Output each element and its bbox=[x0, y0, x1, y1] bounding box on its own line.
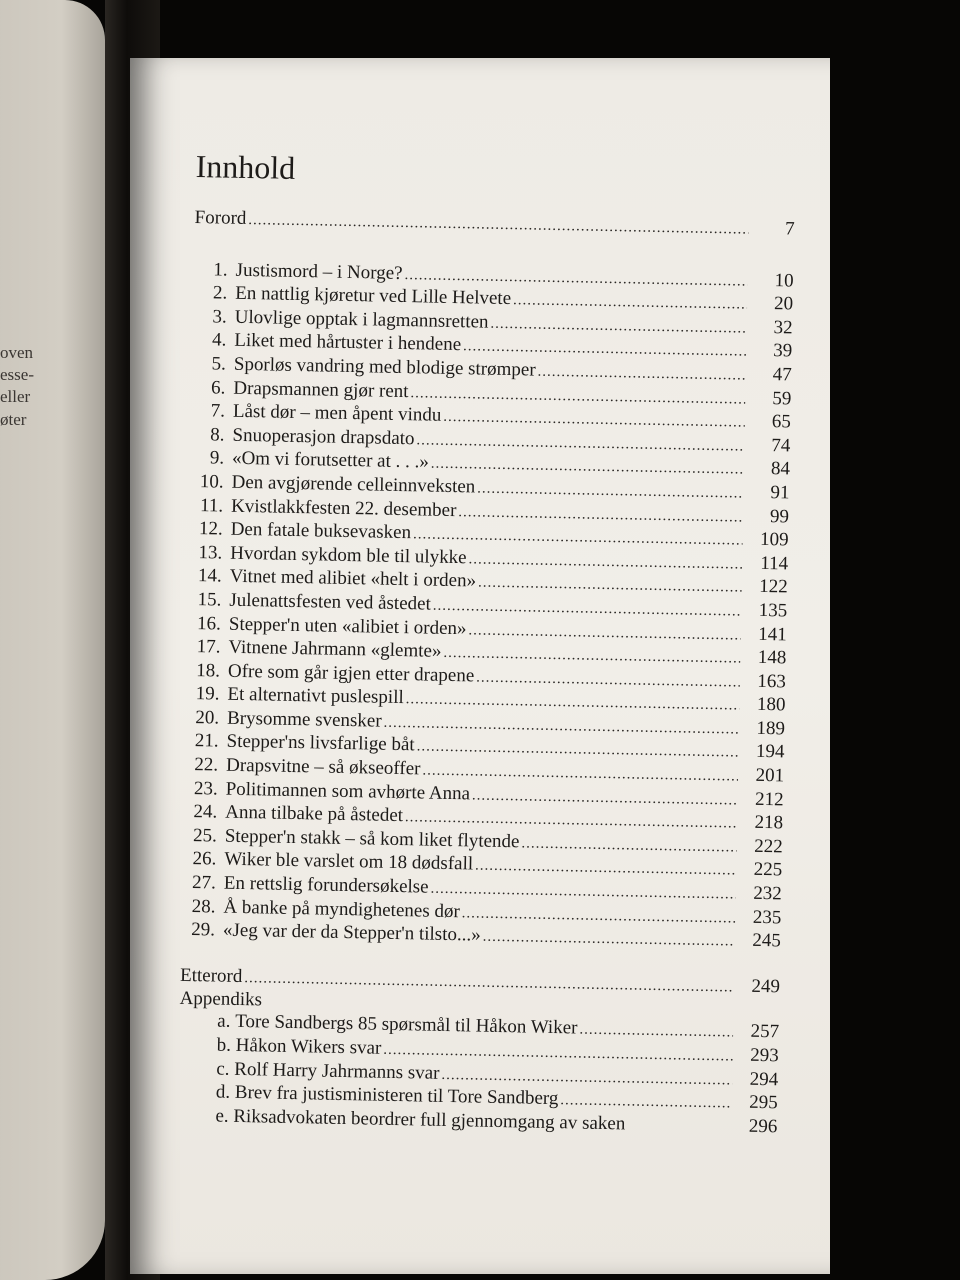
toc-page-number: 47 bbox=[772, 364, 792, 386]
appendix-title: Tore Sandbergs 85 spørsmål til Håkon Wiker bbox=[234, 1011, 578, 1039]
dot-leader bbox=[579, 1019, 733, 1045]
toc-page-number: 180 bbox=[756, 694, 786, 716]
chapter-title: Stepper'n stakk – så kom liket flytende bbox=[224, 825, 520, 853]
chapter-title: En nattlig kjøretur ved Lille Helvete bbox=[235, 282, 512, 310]
toc-page-number: 74 bbox=[771, 434, 791, 457]
toc-page-number: 135 bbox=[758, 599, 788, 622]
toc-page-number: 84 bbox=[770, 458, 791, 480]
chapter-title: Sporløs vandring med blodige strømper bbox=[233, 353, 536, 381]
chapter-title: Den fatale buksevasken bbox=[230, 518, 412, 544]
toc-page-number: 218 bbox=[754, 812, 784, 834]
appendix-list bbox=[177, 1010, 779, 1138]
chapter-number: 21. bbox=[194, 730, 219, 753]
chapter-title: Kvistlakkfesten 22. desember bbox=[230, 495, 457, 521]
chapter-title: Et alternativt puslespill bbox=[227, 683, 404, 709]
book-page bbox=[130, 58, 830, 1274]
toc-page-number: 39 bbox=[773, 340, 793, 362]
chapter-title: Låst dør – men åpent vindu bbox=[232, 400, 442, 426]
toc-page-number: 295 bbox=[749, 1091, 778, 1114]
facing-page-fragment: eller bbox=[0, 387, 31, 406]
toc-page-number: 99 bbox=[769, 505, 790, 527]
toc-page-number: 141 bbox=[758, 623, 787, 645]
chapter-number: 14. bbox=[197, 565, 222, 587]
chapter-number: 2. bbox=[212, 282, 228, 304]
dot-leader bbox=[560, 1089, 732, 1115]
chapter-title: Stepper'n uten «alibiet i orden» bbox=[228, 613, 467, 639]
toc-page-number: 232 bbox=[753, 882, 782, 905]
chapter-number: 11. bbox=[199, 494, 224, 517]
appendix-letter: b. bbox=[216, 1034, 232, 1056]
toc-page-number: 65 bbox=[771, 411, 792, 433]
facing-page-fragment: esse- bbox=[0, 365, 34, 384]
toc-entry-label: Forord bbox=[194, 206, 247, 229]
facing-page-fragment: øter bbox=[0, 410, 27, 429]
appendix-letter: d. bbox=[215, 1081, 231, 1104]
facing-page bbox=[0, 0, 105, 1280]
appendix-heading: Appendiks bbox=[179, 988, 263, 1011]
chapter-title: Stepper'ns livsfarlige båt bbox=[226, 731, 415, 756]
toc-page-number: 148 bbox=[757, 646, 787, 669]
toc-page-number: 163 bbox=[757, 670, 787, 693]
chapter-list bbox=[181, 259, 794, 955]
toc-page-number: 201 bbox=[755, 764, 785, 787]
chapter-title: Å banke på myndighetenes dør bbox=[223, 896, 460, 922]
appendix-title: Håkon Wikers svar bbox=[235, 1034, 382, 1059]
facing-page-fragment: oven bbox=[0, 343, 34, 362]
chapter-number: 10. bbox=[199, 471, 224, 493]
appendix-letter: e. bbox=[215, 1105, 229, 1127]
chapter-number: 6. bbox=[210, 376, 226, 399]
chapter-number: 28. bbox=[191, 895, 216, 918]
toc-page-number: 296 bbox=[748, 1115, 778, 1138]
chapter-title: Drapsmannen gjør rent bbox=[233, 377, 409, 402]
chapter-title: En rettslig forundersøkelse bbox=[223, 872, 429, 898]
chapter-number: 4. bbox=[211, 329, 227, 351]
chapter-number: 24. bbox=[193, 801, 218, 823]
chapter-title: Politimannen som avhørte Anna bbox=[225, 778, 471, 805]
toc-page-number: 194 bbox=[755, 741, 785, 763]
dot-leader bbox=[521, 832, 737, 859]
chapter-number: 16. bbox=[196, 612, 222, 635]
chapter-number: 7. bbox=[210, 400, 226, 422]
toc-page-number: 32 bbox=[773, 316, 793, 339]
chapter-title: Justismord – i Norge? bbox=[235, 259, 403, 284]
dot-leader bbox=[482, 926, 735, 953]
chapter-title: Wiker ble varslet om 18 dødsfall bbox=[224, 849, 474, 875]
chapter-title: Julenattsfesten ved åstedet bbox=[229, 589, 432, 615]
chapter-title: Ulovlige opptak i lagmannsretten bbox=[234, 306, 489, 333]
table-of-contents bbox=[177, 148, 796, 1139]
chapter-number: 29. bbox=[191, 919, 216, 941]
chapter-title: Den avgjørende celleinnveksten bbox=[231, 471, 476, 498]
appendix-letter: c. bbox=[216, 1058, 230, 1080]
chapter-title: Vitnene Jahrmann «glemte» bbox=[228, 636, 442, 662]
chapter-number: 26. bbox=[192, 848, 217, 870]
toc-page-number: 235 bbox=[752, 906, 782, 929]
toc-page-number: 7 bbox=[784, 218, 795, 240]
dot-leader bbox=[537, 361, 746, 388]
dot-leader bbox=[513, 289, 747, 316]
chapter-title: Anna tilbake på åstedet bbox=[225, 801, 404, 827]
chapter-title: Vitnet med alibiet «helt i orden» bbox=[229, 566, 477, 592]
toc-page-number: 122 bbox=[758, 576, 788, 598]
toc-page-number: 225 bbox=[753, 859, 783, 881]
toc-page-number: 293 bbox=[749, 1044, 779, 1067]
toc-page-number: 189 bbox=[756, 717, 786, 740]
chapter-number: 8. bbox=[210, 424, 225, 446]
chapter-number: 3. bbox=[212, 306, 227, 328]
chapter-number: 20. bbox=[195, 706, 220, 729]
chapter-number: 23. bbox=[193, 777, 218, 800]
page-title: Innhold bbox=[195, 148, 296, 186]
toc-entry-label: Etterord bbox=[179, 964, 243, 987]
chapter-number: 18. bbox=[196, 659, 221, 682]
chapter-number: 5. bbox=[211, 353, 227, 375]
chapter-number: 17. bbox=[196, 636, 221, 658]
chapter-number: 12. bbox=[198, 518, 223, 540]
appendix-title: Rolf Harry Jahrmanns svar bbox=[234, 1058, 440, 1084]
toc-page-number: 59 bbox=[772, 387, 792, 410]
toc-page-number: 257 bbox=[750, 1021, 780, 1043]
toc-page-number: 212 bbox=[754, 788, 784, 811]
chapter-title: «Jeg var der da Stepper'n tilsto...» bbox=[222, 919, 481, 946]
appendix-title: Riksadvokaten beordrer full gjennomgang av saken bbox=[233, 1105, 626, 1135]
chapter-title: Liket med hårtuster i hendene bbox=[234, 330, 462, 356]
chapter-title: Drapsvitne – så økseoffer bbox=[225, 754, 421, 780]
toc-page-number: 10 bbox=[774, 269, 794, 292]
chapter-title: Ofre som går igjen etter drapene bbox=[227, 660, 475, 687]
chapter-number: 9. bbox=[209, 447, 225, 469]
toc-page-number: 20 bbox=[773, 293, 794, 315]
toc-page-number: 222 bbox=[753, 835, 783, 858]
chapter-number: 25. bbox=[192, 824, 218, 847]
chapter-title: Hvordan sykdom ble til ulykke bbox=[230, 542, 467, 568]
spacer bbox=[625, 1129, 737, 1131]
chapter-number: 13. bbox=[198, 541, 223, 564]
chapter-title: Brysomme svensker bbox=[226, 707, 382, 732]
chapter-number: 19. bbox=[195, 683, 220, 705]
chapter-title: Snuoperasjon drapsdato bbox=[232, 424, 415, 449]
toc-page-number: 91 bbox=[770, 482, 790, 504]
toc-page-number: 249 bbox=[751, 975, 781, 998]
toc-page-number: 294 bbox=[749, 1068, 779, 1090]
chapter-number: 22. bbox=[194, 754, 219, 776]
toc-page-number: 114 bbox=[760, 552, 789, 575]
chapter-number: 1. bbox=[213, 258, 228, 281]
toc-page-number: 109 bbox=[759, 529, 789, 551]
appendix-letter: a. bbox=[217, 1010, 231, 1033]
appendix-title: Brev fra justisministeren til Tore Sandberg bbox=[234, 1082, 559, 1110]
chapter-title: «Om vi forutsetter at . . .» bbox=[231, 448, 430, 473]
chapter-number: 15. bbox=[197, 589, 222, 611]
toc-page-number: 245 bbox=[752, 930, 782, 952]
chapter-number: 27. bbox=[191, 872, 217, 894]
